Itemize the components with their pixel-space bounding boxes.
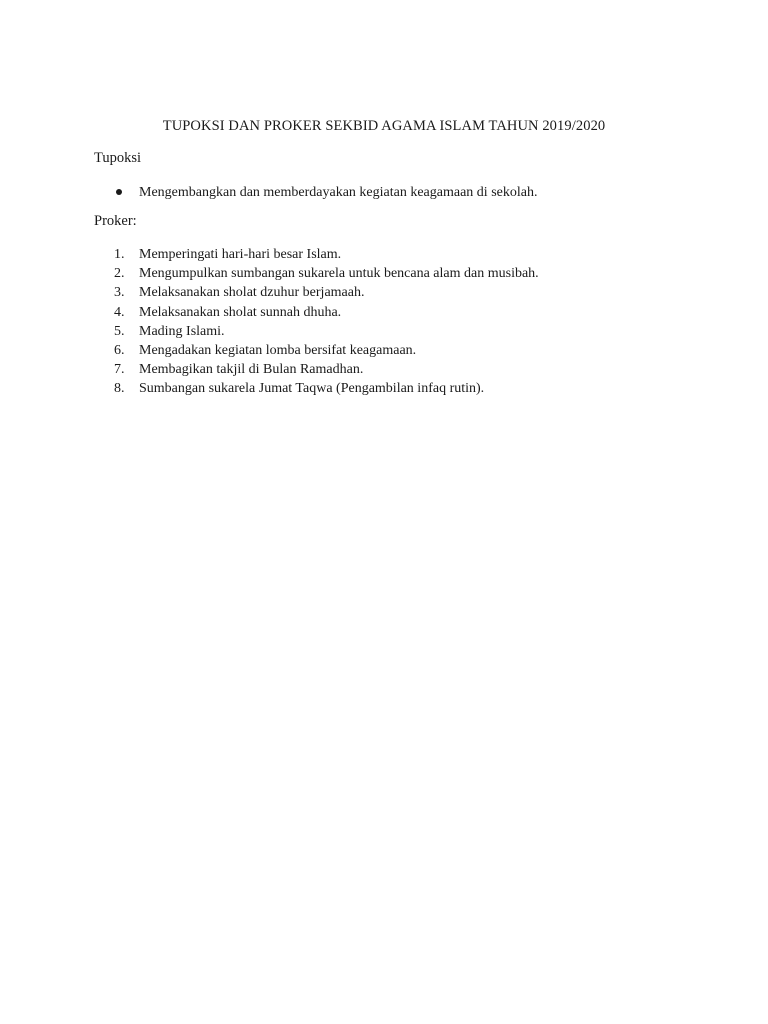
list-number: 4. [114,304,125,320]
list-item-text: Mengumpulkan sumbangan sukarela untuk bencana alam dan musibah. [139,266,539,282]
list-number: 6. [114,342,125,358]
list-item [0,264,768,283]
list-number: 3. [114,285,125,301]
list-number: 5. [114,323,125,339]
list-item-text: Mengembangkan dan memberdayakan kegiatan keagamaan di sekolah. [139,185,538,200]
list-item-text: Mading Islami. [139,323,225,339]
list-item [0,360,768,379]
list-number: 8. [114,381,125,397]
bullet-icon [116,189,122,195]
list-number: 7. [114,362,125,378]
document-title: TUPOKSI DAN PROKER SEKBID AGAMA ISLAM TAHUN 2019/2020 [162,118,606,134]
list-item [0,303,768,322]
list-item-text: Sumbangan sukarela Jumat Taqwa (Pengambilan infaq rutin). [139,381,485,397]
list-item [0,379,768,398]
list-item [0,245,768,264]
list-item-text: Melaksanakan sholat sunnah dhuha. [139,304,342,320]
list-item [0,341,768,360]
list-number: 1. [114,247,125,262]
list-number: 2. [114,266,125,282]
list-item-text: Melaksanakan sholat dzuhur berjamaah. [139,285,365,301]
list-item [0,283,768,302]
list-item-text: Mengadakan kegiatan lomba bersifat keagamaan. [139,342,417,358]
tupoksi-heading: Tupoksi [94,150,142,166]
proker-heading: Proker: [94,213,137,229]
list-item-text: Membagikan takjil di Bulan Ramadhan. [139,362,364,378]
list-item-text: Memperingati hari-hari besar Islam. [139,247,342,262]
proker-list [0,245,768,399]
list-item [0,322,768,341]
